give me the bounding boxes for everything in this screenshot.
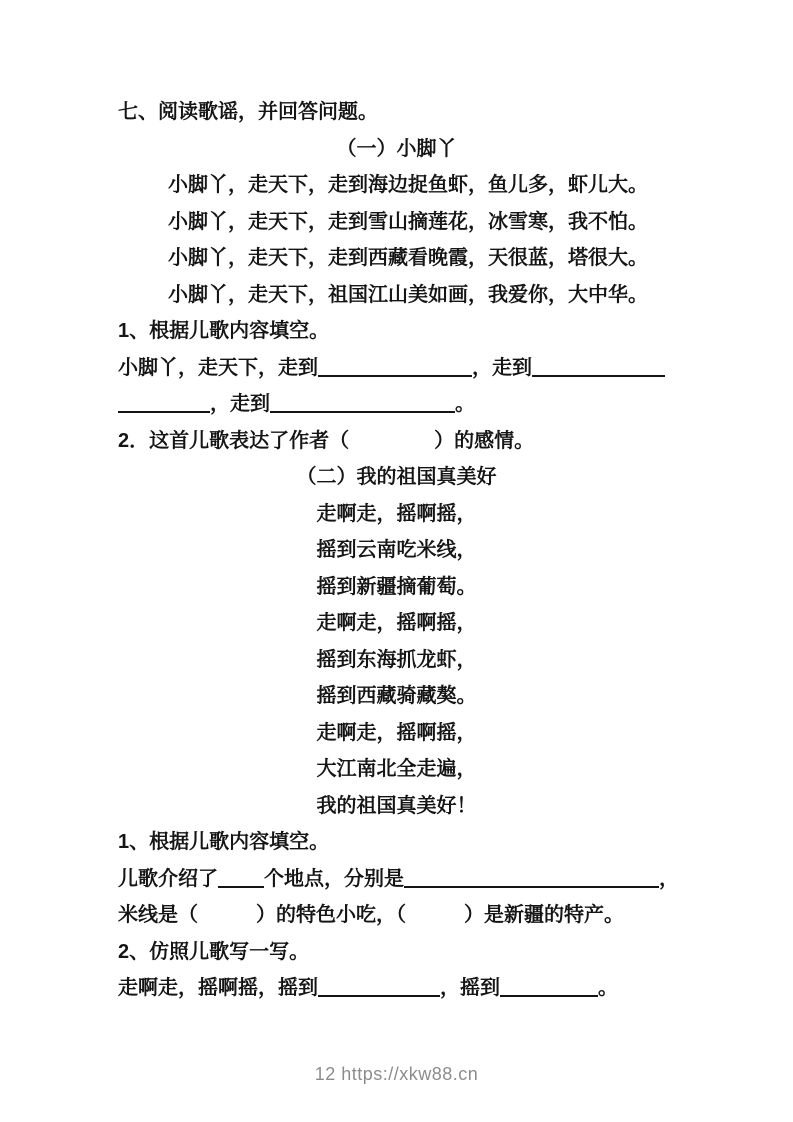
fill-text: ，走到: [472, 356, 532, 379]
poem2-line: 走啊走，摇啊摇，: [316, 721, 477, 744]
poem1-question1-label: 1、根据儿歌内容填空。: [118, 320, 330, 342]
poem2-line: 大江南北全走遍，: [316, 758, 477, 780]
poem1-title: （一）小脚丫: [336, 137, 457, 160]
fill-text: ，摇到: [440, 977, 500, 999]
fill-blank: [218, 883, 264, 888]
page-footer: 12 https://xkw88.cn: [314, 1064, 479, 1084]
section-heading: 七、阅读歌谣，并回答问题。: [118, 101, 378, 123]
poem2-fill-line-3: [118, 970, 675, 1007]
poem2-line: 摇到东海抓龙虾，: [316, 648, 477, 671]
fill-blank: [404, 883, 659, 888]
poem2-line: 摇到西藏骑藏獒。: [316, 685, 477, 707]
poem1-line: 小脚丫，走天下，走到雪山摘莲花，冰雪寒，我不怕。: [168, 210, 648, 233]
question-text: ）的感情。: [434, 429, 535, 452]
fill-blank: [318, 992, 440, 997]
poem2-fill-line-2: [118, 897, 675, 934]
fill-blank: [318, 372, 472, 377]
poem2-question2-label: 2、仿照儿歌写一写。: [118, 940, 310, 963]
fill-text: 走啊走，摇啊摇，摇到: [118, 977, 318, 999]
poem2-fill-line-1: [118, 861, 679, 898]
poem1-question2: [118, 423, 675, 460]
poem2-question1-label: 1、根据儿歌内容填空。: [118, 831, 330, 853]
fill-text: 小脚丫，走天下，走到: [118, 356, 318, 379]
fill-blank: [118, 408, 210, 413]
poem1-line: 小脚丫，走天下，祖国江山美如画，我爱你，大中华。: [168, 283, 648, 306]
fill-blank: [500, 992, 598, 997]
fill-text: ，: [659, 867, 679, 890]
poem1-fill-line-2: [118, 386, 675, 423]
poem2-line: 走啊走，摇啊摇，: [316, 612, 477, 634]
poem2-line: 摇到云南吃米线，: [316, 539, 477, 561]
poem2-line: 走啊走，摇啊摇，: [316, 502, 477, 525]
fill-text: 个地点，分别是: [264, 867, 404, 890]
poem1-line: 小脚丫，走天下，走到西藏看晚霞，天很蓝，塔很大。: [168, 247, 648, 269]
question-text: ）的特色小吃，（: [256, 904, 406, 926]
fill-blank: [270, 408, 455, 413]
worksheet-content: [118, 94, 679, 1007]
question-text: 2．这首儿歌表达了作者（: [118, 429, 350, 452]
question-text: ）是新疆的特产。: [464, 904, 624, 926]
poem1-fill-line-1: [118, 350, 675, 387]
fill-blank: [532, 372, 665, 377]
fill-text: 。: [598, 977, 618, 999]
poem2-title: （二）我的祖国真美好: [296, 466, 497, 488]
poem2-line: 我的祖国真美好！: [316, 794, 477, 817]
poem1-line: 小脚丫，走天下，走到海边捉鱼虾，鱼儿多，虾儿大。: [168, 174, 648, 196]
fill-text: ，走到: [210, 393, 270, 415]
fill-text: 儿歌介绍了: [118, 867, 218, 890]
question-text: 米线是（: [118, 904, 198, 926]
fill-text: 。: [455, 393, 475, 415]
poem2-line: 摇到新疆摘葡萄。: [316, 575, 477, 598]
